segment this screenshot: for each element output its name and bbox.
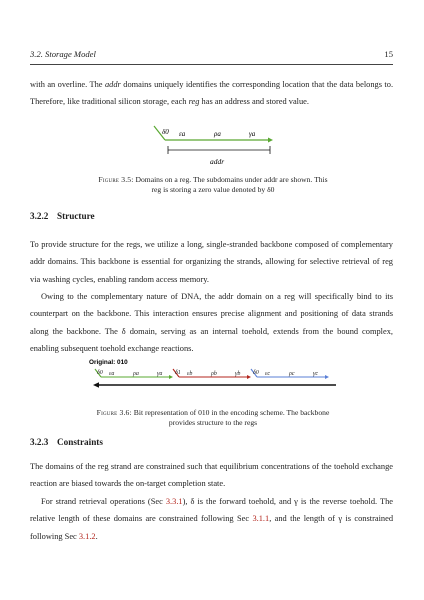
caption-label: Figure 3.5: (98, 175, 134, 184)
fig36-label-0: δ0 (97, 370, 103, 376)
constraints-text-d: . (95, 531, 98, 541)
ref-sec-3-1-2[interactable]: 3.1.2 (78, 531, 96, 541)
section-number: 3.2.2 (30, 211, 49, 221)
label-addr: addr (210, 157, 225, 166)
label-rho: ρa (214, 130, 221, 138)
fig36-label-4: δ1 (175, 370, 181, 376)
label-delta: δ0 (162, 128, 169, 136)
reg-arrowhead-1 (169, 375, 173, 379)
running-header (30, 49, 393, 63)
intro-paragraph (30, 76, 393, 111)
section-heading-constraints (30, 437, 103, 447)
intro-text-1b: domains uniquely identifies the corresponding location that the (123, 80, 338, 89)
header-rule (30, 64, 393, 65)
backbone-arrowhead (93, 382, 99, 388)
fig36-label-2: ρa (133, 371, 139, 377)
intro-text-3: value. (288, 97, 309, 107)
reg-arrowhead-2 (247, 375, 251, 379)
reg-arrowhead (268, 138, 273, 143)
section-title: Constraints (57, 437, 103, 447)
constraints-paragraph-1: The domains of the reg strand are constrained such that equilibrium concentrations of the toehold exchange reaction are biased towards the on-target completion state. (30, 462, 393, 489)
figure-3-6-caption (95, 408, 331, 428)
header-section: 3.2. Storage Model (30, 49, 96, 59)
intro-text-1: with an overline. The (30, 80, 103, 89)
fig36-label-7: γb (235, 371, 241, 377)
section-heading-structure (30, 211, 95, 221)
constraints-text-a: For strand retrieval operations (Sec (41, 497, 163, 506)
constraints-text-c: , and the length of γ is constrained following Sec (30, 514, 394, 541)
reg-strands (95, 369, 329, 379)
constraints-paragraph-2 (30, 493, 393, 545)
section-number: 3.2.3 (30, 437, 49, 447)
figure-3-6-title: Original: 010 (89, 359, 128, 366)
section-title: Structure (57, 211, 95, 221)
fig36-label-11: γc (313, 371, 319, 377)
ref-sec-3-1-1[interactable]: 3.1.1 (252, 514, 270, 524)
fig36-label-9: εc (265, 371, 271, 377)
intro-text-2: data belongs to. Therefore, like traditional silicon storage, each (30, 80, 394, 107)
fig36-label-3: γa (157, 371, 163, 377)
reg-arrowhead-3 (325, 375, 329, 379)
intro-text-2b: has an address and stored (201, 97, 287, 107)
figure-3-5-caption (95, 175, 331, 195)
constraints-text-b: ), δ is the forward toehold, and γ is the reverse toehold. The relative length of these domains are constrained following Sec (30, 497, 393, 524)
caption-label: Figure 3.6: (96, 408, 132, 417)
intro-addr: addr (104, 80, 121, 89)
label-gamma: γa (249, 130, 256, 138)
caption-text: Bit representation of 010 in the encoding scheme. The backbone provides structure to the regs (133, 408, 330, 428)
fig36-label-6: ρb (211, 371, 217, 377)
fig36-label-10: ρc (289, 371, 295, 377)
structure-paragraph-1: To provide structure for the regs, we utilize a long, single-stranded backbone composed of complementary addr domains. This backbone is essential for organizing the strands, allowing for selective retrieval of reg via washing cycles, enabling random access memory. (30, 240, 393, 284)
figure-3-5-diagram (150, 122, 280, 172)
fig36-label-8: δ0 (253, 370, 259, 376)
label-eps: εa (179, 130, 186, 138)
structure-paragraph-2: Owing to the complementary nature of DNA, the addr domain on a reg will specifically bind to its counterpart on the backbone. This interaction ensures precise alignment and positioning of data strands along the backbone. The δ domain, serving as an internal toehold, extends from the bound complex, enabling subsequent toehold exchange reactions. (30, 292, 393, 354)
fig36-label-5: εb (187, 371, 193, 377)
figure-3-6-diagram (85, 357, 340, 407)
ref-sec-3-3-1[interactable]: 3.3.1 (165, 497, 183, 506)
fig36-label-1: εa (109, 371, 115, 377)
caption-text: Domains on a reg. The subdomains under addr are shown. This reg is storing a zero value denoted by δ0 (135, 175, 328, 195)
page-number: 15 (384, 49, 393, 59)
intro-reg: reg (188, 97, 200, 107)
